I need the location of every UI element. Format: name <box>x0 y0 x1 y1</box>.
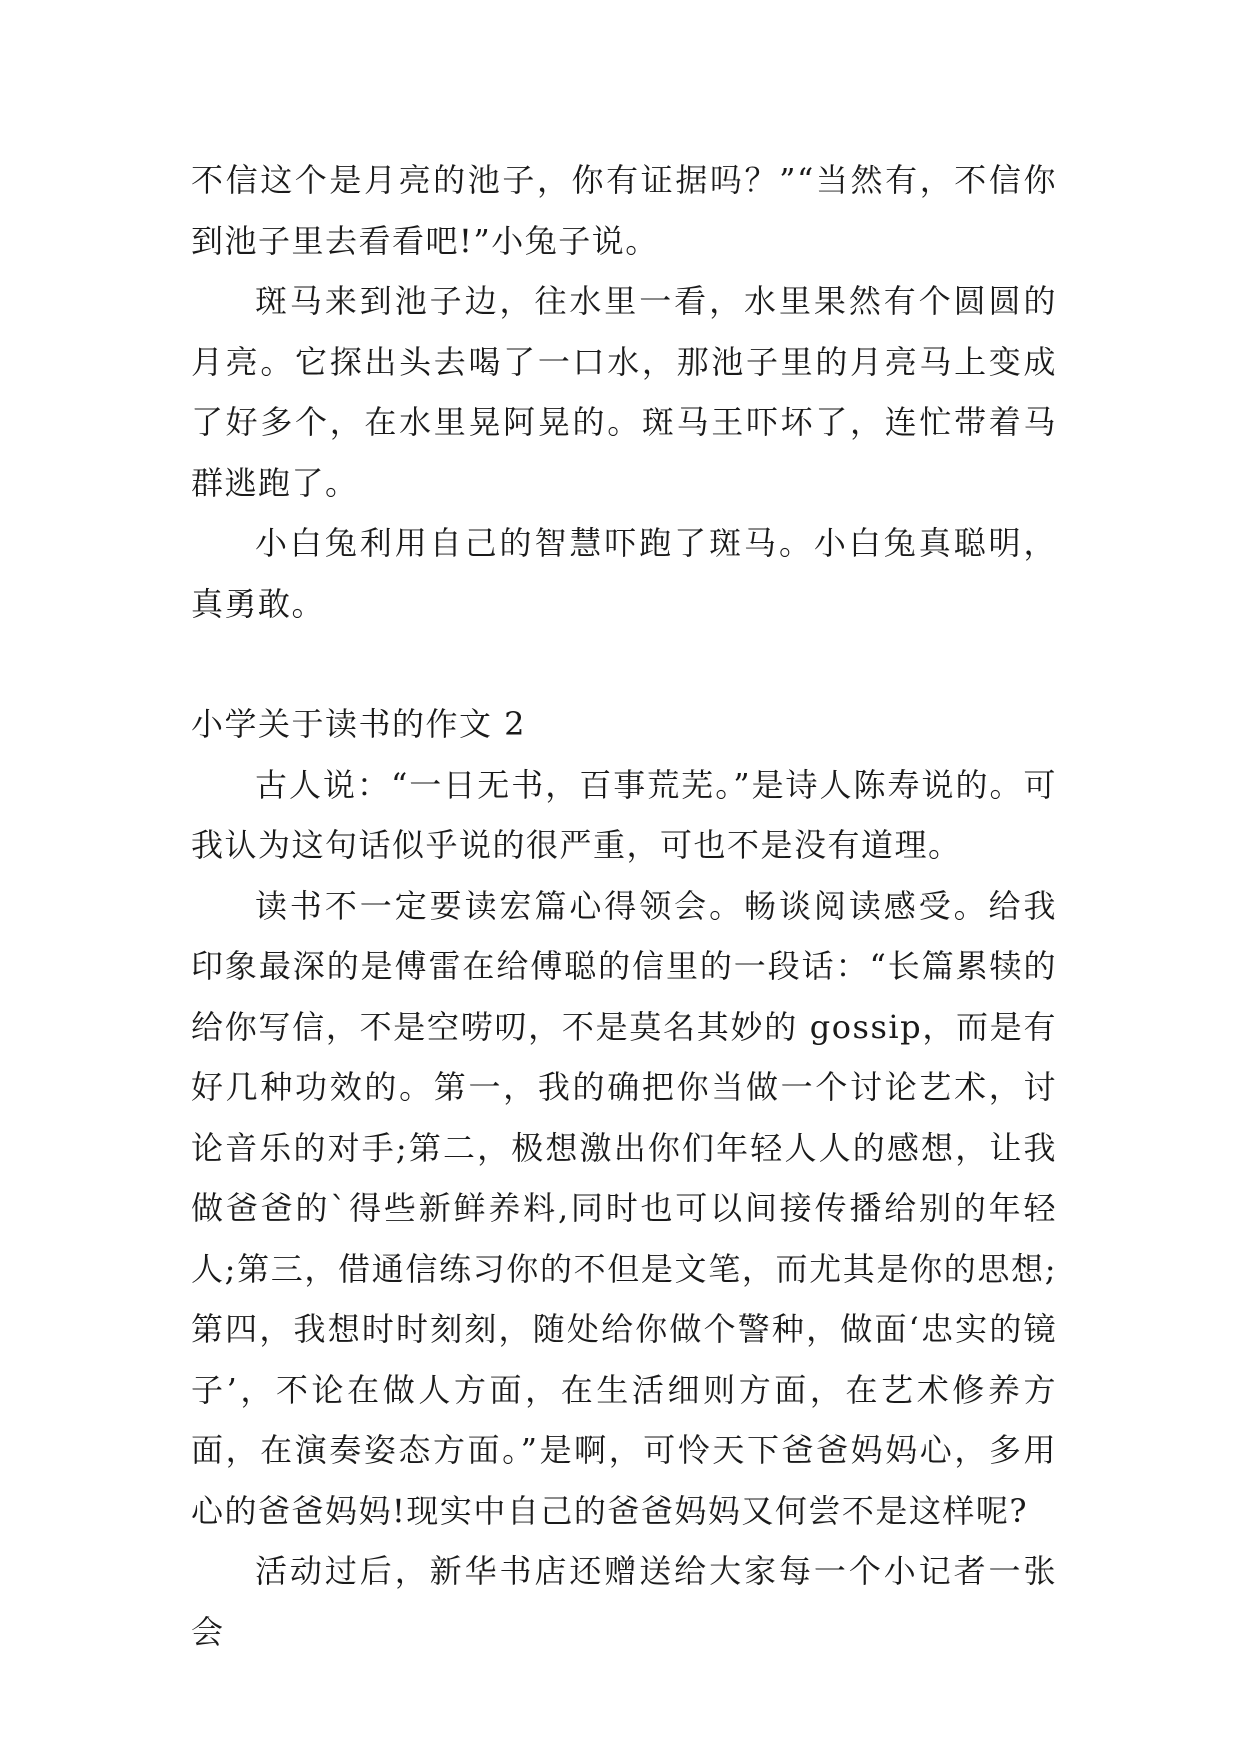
paragraph-zebra-at-pond: 斑马来到池子边，往水里一看，水里果然有个圆圆的月亮。它探出头去喝了一口水，那池子里的月亮马上变成了好多个，在水里晃阿晃的。斑马王吓坏了，连忙带着马群逃跑了。 <box>191 282 1057 502</box>
paragraph-fu-lei-letter: 读书不一定要读宏篇心得领会。畅谈阅读感受。给我印象最深的是傅雷在给傅聪的信里的一段话：“长篇累犊的给你写信，不是空唠叨，不是莫名其妙的 gossip，而是有好几种功效的。第一，我的确把你当做一个讨论艺术，讨论音乐的对手;第二，极想激出你们年轻人人的感想，让我做爸爸的`得些新鲜养料,同时也可以间接传播给别的年轻人;第三，借通信练习你的不但是文笔，而尤其是你的思想;第四，我想时时刻刻，随处给你做个警种，做面‘忠实的镜子’，不论在做人方面，在生活细则方面，在艺术修养方面，在演奏姿态方面。”是啊，可怜天下爸爸妈妈心，多用心的爸爸妈妈!现实中自己的爸爸妈妈又何尝不是这样呢? <box>191 886 1057 1530</box>
paragraph-story-conclusion: 小白兔利用自己的智慧吓跑了斑马。小白兔真聪明，真勇敢。 <box>191 524 1057 623</box>
section-gap <box>191 634 1057 694</box>
paragraph-story-dialogue: 不信这个是月亮的池子，你有证据吗？”“当然有，不信你到池子里去看看吧!”小兔子说。 <box>191 161 1057 260</box>
paragraph-after-activity: 活动过后，新华书店还赠送给大家每一个小记者一张会 <box>191 1552 1057 1651</box>
document-page <box>191 150 1057 1662</box>
paragraph-ancient-saying: 古人说：“一日无书，百事荒芜。”是诗人陈寿说的。可我认为这句话似乎说的很严重，可也不是没有道理。 <box>191 765 1057 864</box>
essay-heading: 小学关于读书的作文 2 <box>191 705 527 743</box>
